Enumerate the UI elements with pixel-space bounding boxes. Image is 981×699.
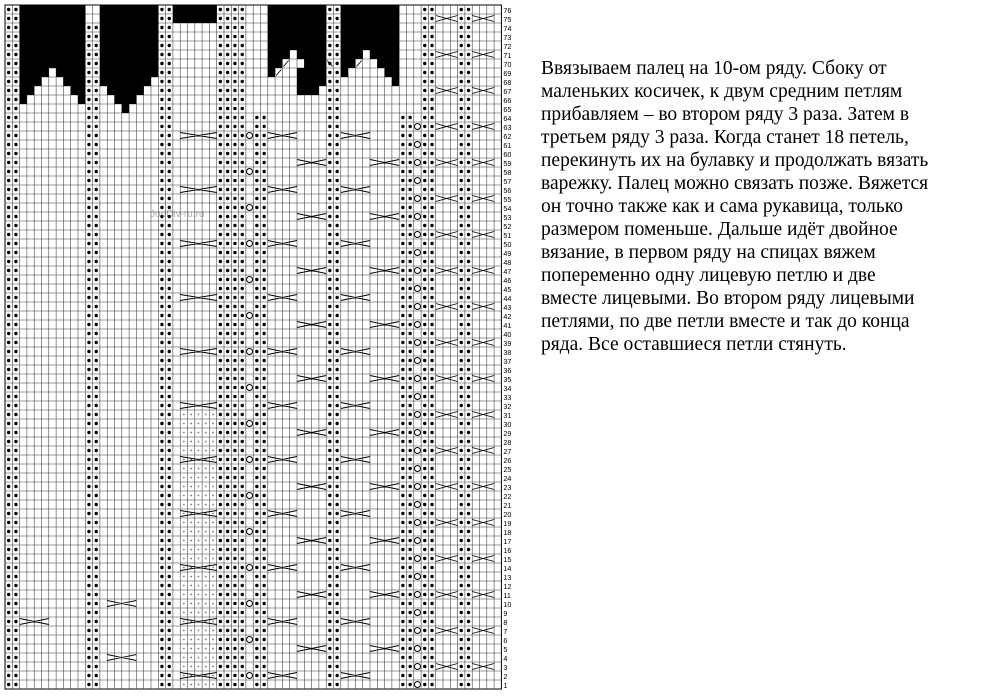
row-number: 5 [503,644,508,654]
row-number: 60 [503,149,512,159]
row-number: 25 [503,464,512,474]
row-number: 42 [503,311,512,321]
row-number: 7 [503,626,508,636]
row-number: 32 [503,401,512,411]
row-number: 44 [503,293,512,303]
row-number: 62 [503,131,512,141]
row-number: 74 [503,23,512,33]
row-number: 3 [503,662,508,672]
row-number: 2 [503,671,508,681]
row-number: 69 [503,68,512,78]
row-number: 65 [503,104,512,114]
row-number: 20 [503,509,512,519]
row-number: 23 [503,482,512,492]
row-number: 22 [503,491,512,501]
row-number: 4 [503,653,508,663]
row-number: 72 [503,41,512,51]
row-number: 10 [503,599,512,609]
row-number: 41 [503,320,512,330]
row-number: 6 [503,635,508,645]
row-number: 75 [503,14,512,24]
row-number: 56 [503,185,512,195]
row-number: 38 [503,347,512,357]
row-number: 45 [503,284,512,294]
row-number: 50 [503,239,512,249]
row-number: 48 [503,257,512,267]
instructions-text: Ввязываем палец на 10-ом ряду. Сбоку от маленьких косичек, к двум средним петлям прибавляем – во втором ряду 3 раза. Затем в третьем ряду 3 раза. Когда станет 18 петель, перекинуть их на булавку и продолжать вязать варежку. Палец можно связать позже. Вяжется он точно также как и сама рукавица, только размером поменьше. Дальше идёт двойное вязание, в первом ряду на спицах вяжем попеременно одну лицевую петлю и две вместе лицевыми. Во втором ряду лицевыми петлями, по две петли вместе и так до конца ряда. Все оставшиеся петли стянуть. [541,58,929,355]
row-number: 33 [503,392,512,402]
row-number: 1 [503,680,508,690]
row-number: 11 [503,590,511,600]
row-number: 67 [503,86,512,96]
row-number: 27 [503,446,512,456]
row-number: 34 [503,383,512,393]
row-number: 36 [503,365,512,375]
row-number: 51 [503,230,512,240]
row-number: 39 [503,338,512,348]
row-number: 8 [503,617,508,627]
row-number: 37 [503,356,512,366]
row-number: 24 [503,473,512,483]
row-number: 17 [503,536,512,546]
row-number: 30 [503,419,512,429]
row-number: 15 [503,554,512,564]
row-number: 40 [503,329,512,339]
row-number: 19 [503,518,512,528]
row-number: 68 [503,77,512,87]
row-number: 58 [503,167,512,177]
row-number: 73 [503,32,512,42]
row-number: 47 [503,266,512,276]
row-number: 12 [503,581,512,591]
row-number: 18 [503,527,512,537]
row-number: 55 [503,194,512,204]
row-number: 28 [503,437,512,447]
row-number: 76 [503,5,512,15]
row-number: 70 [503,59,512,69]
row-number: 52 [503,221,512,231]
row-number: 9 [503,608,508,618]
row-number: 71 [503,50,512,60]
row-number: 43 [503,302,512,312]
row-number: 59 [503,158,512,168]
row-number: 64 [503,113,512,123]
row-number: 26 [503,455,512,465]
row-number: 13 [503,572,512,582]
row-number: 61 [503,140,512,150]
row-number: 14 [503,563,512,573]
row-number: 53 [503,212,512,222]
row-number: 49 [503,248,512,258]
row-number: 46 [503,275,512,285]
row-number: 21 [503,500,512,510]
row-number: 31 [503,410,512,420]
row-number: 57 [503,176,512,186]
watermark: JooDiv-ru.ru [150,209,205,220]
row-number: 35 [503,374,512,384]
row-number: 29 [503,428,512,438]
row-number: 16 [503,545,512,555]
row-number: 63 [503,122,512,132]
row-number: 66 [503,95,512,105]
row-number: 54 [503,203,512,213]
